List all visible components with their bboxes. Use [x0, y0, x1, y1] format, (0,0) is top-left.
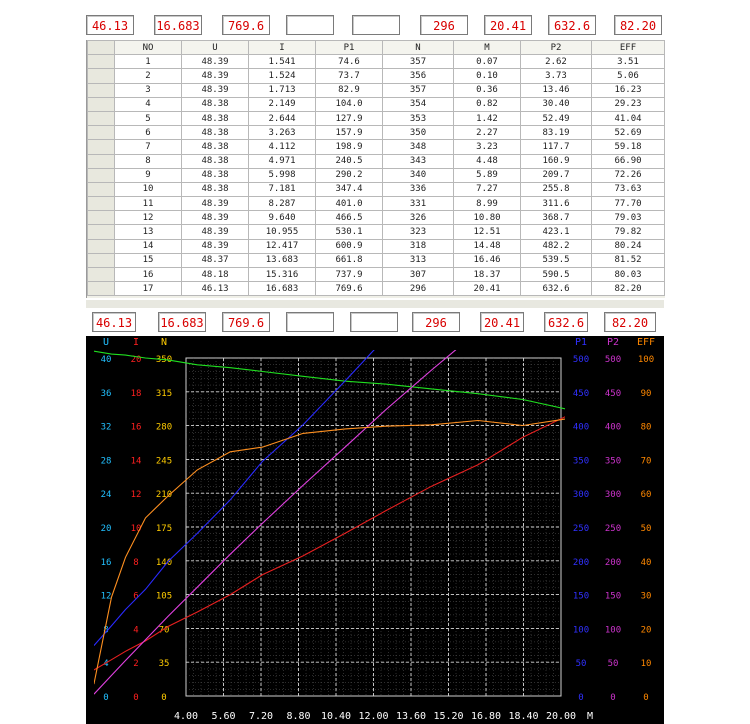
- cell-no: 5: [115, 111, 182, 125]
- tick-p1: 100: [572, 625, 590, 636]
- cell-n: 348: [383, 140, 454, 154]
- readout-p1: 769.6: [222, 15, 270, 35]
- cell-eff: 79.03: [592, 211, 665, 225]
- tick-u: 40: [100, 355, 112, 365]
- cell-p1: 104.0: [316, 97, 383, 111]
- cell-i: 12.417: [249, 239, 316, 253]
- row-header-cell[interactable]: [88, 197, 115, 211]
- tick-n: 280: [155, 422, 173, 433]
- table-row[interactable]: [88, 83, 665, 97]
- row-header-cell[interactable]: [88, 225, 115, 239]
- cell-n: 357: [383, 55, 454, 69]
- x-tick-label: 10.40: [320, 711, 352, 722]
- cell-n: 357: [383, 83, 454, 97]
- cell-eff: 5.06: [592, 69, 665, 83]
- cell-m: 2.27: [454, 126, 521, 140]
- cell-i: 15.316: [249, 268, 316, 282]
- row-header-cell[interactable]: [88, 97, 115, 111]
- cell-p2: 117.7: [521, 140, 592, 154]
- cell-n: 313: [383, 253, 454, 267]
- cell-n: 356: [383, 69, 454, 83]
- col-header-p1: P1: [316, 41, 383, 55]
- table-row[interactable]: [88, 225, 665, 239]
- table-row[interactable]: [88, 197, 665, 211]
- tick-u: 24: [100, 490, 112, 501]
- cell-m: 0.82: [454, 97, 521, 111]
- readout-m: 20.41: [484, 15, 532, 35]
- col-header-u: U: [182, 41, 249, 55]
- table-row[interactable]: [88, 97, 665, 111]
- chart-readout-n: 296: [412, 312, 460, 332]
- cell-eff: 82.20: [592, 282, 665, 296]
- cell-u: 48.38: [182, 182, 249, 196]
- table-row[interactable]: [88, 182, 665, 196]
- axis-header-p1: P1: [574, 337, 588, 348]
- tick-p1: 50: [575, 659, 587, 670]
- cell-u: 48.38: [182, 126, 249, 140]
- tick-n: 245: [155, 456, 173, 467]
- tick-i: 16: [130, 422, 142, 433]
- table-row[interactable]: [88, 69, 665, 83]
- tick-eff: 10: [640, 659, 652, 670]
- tick-p2: 250: [604, 524, 622, 534]
- cell-u: 48.38: [182, 140, 249, 154]
- tick-eff: 40: [640, 557, 652, 568]
- cell-n: 307: [383, 268, 454, 282]
- cell-no: 14: [115, 239, 182, 253]
- axis-header-i: I: [132, 337, 140, 348]
- x-tick-label: 8.80: [286, 711, 311, 722]
- cell-m: 1.42: [454, 111, 521, 125]
- chart-readout-p1: 769.6: [222, 312, 270, 332]
- tick-u: 12: [100, 591, 112, 602]
- tick-p1: 250: [572, 524, 590, 534]
- axis-header-n: N: [160, 337, 168, 348]
- cell-i: 2.644: [249, 111, 316, 125]
- cell-m: 12.51: [454, 225, 521, 239]
- tick-n: 175: [155, 524, 173, 534]
- tick-p1: 500: [572, 355, 590, 365]
- cell-u: 48.37: [182, 253, 249, 267]
- cell-p2: 255.8: [521, 182, 592, 196]
- cell-m: 14.48: [454, 239, 521, 253]
- cell-u: 48.39: [182, 225, 249, 239]
- cell-u: 48.38: [182, 168, 249, 182]
- cell-p2: 311.6: [521, 197, 592, 211]
- chart-readout-p2: 632.6: [544, 312, 588, 332]
- cell-u: 48.38: [182, 154, 249, 168]
- cell-i: 4.971: [249, 154, 316, 168]
- tick-n: 315: [155, 388, 173, 399]
- cell-i: 1.541: [249, 55, 316, 69]
- cell-m: 0.07: [454, 55, 521, 69]
- chart-readout-m: 20.41: [480, 312, 524, 332]
- col-header-eff: EFF: [592, 41, 665, 55]
- cell-n: 340: [383, 168, 454, 182]
- tick-i: 2: [133, 659, 139, 670]
- table-row[interactable]: [88, 168, 665, 182]
- table-row[interactable]: [88, 253, 665, 267]
- tick-eff: 100: [637, 355, 655, 365]
- cell-p1: 198.9: [316, 140, 383, 154]
- chart-readout-bar: [86, 312, 664, 334]
- cell-eff: 52.69: [592, 126, 665, 140]
- row-header-cell[interactable]: [88, 253, 115, 267]
- tick-p1: 150: [572, 591, 590, 602]
- tick-p2: 0: [610, 693, 616, 703]
- x-tick-label: 5.60: [211, 711, 236, 722]
- table-row[interactable]: [88, 211, 665, 225]
- tick-p2: 200: [604, 557, 622, 568]
- cell-i: 7.181: [249, 182, 316, 196]
- cell-u: 48.38: [182, 97, 249, 111]
- cell-eff: 66.90: [592, 154, 665, 168]
- cell-no: 3: [115, 83, 182, 97]
- tick-p2: 300: [604, 490, 622, 501]
- row-header-cell[interactable]: [88, 111, 115, 125]
- cell-no: 6: [115, 126, 182, 140]
- cell-no: 4: [115, 97, 182, 111]
- cell-no: 7: [115, 140, 182, 154]
- cell-i: 16.683: [249, 282, 316, 296]
- row-header-cell[interactable]: [88, 83, 115, 97]
- cell-p1: 661.8: [316, 253, 383, 267]
- tick-n: 105: [155, 591, 173, 602]
- cell-p1: 769.6: [316, 282, 383, 296]
- tick-i: 14: [130, 456, 142, 467]
- cell-u: 48.39: [182, 69, 249, 83]
- cell-eff: 16.23: [592, 83, 665, 97]
- row-header-cell[interactable]: [88, 140, 115, 154]
- cell-m: 7.27: [454, 182, 521, 196]
- top-readout-bar: [86, 15, 664, 37]
- axis-header-p2: P2: [606, 337, 620, 348]
- cell-no: 2: [115, 69, 182, 83]
- tick-u: 4: [103, 659, 109, 670]
- readout-blank-1: [286, 15, 334, 35]
- cell-eff: 72.26: [592, 168, 665, 182]
- tick-eff: 60: [640, 490, 652, 501]
- cell-i: 13.683: [249, 253, 316, 267]
- cell-p2: 482.2: [521, 239, 592, 253]
- tick-n: 0: [161, 693, 167, 703]
- row-header-cell[interactable]: [88, 211, 115, 225]
- tick-i: 20: [130, 355, 142, 365]
- cell-m: 4.48: [454, 154, 521, 168]
- x-tick-label: 15.20: [433, 711, 464, 722]
- table-row[interactable]: [88, 140, 665, 154]
- readout-n: 296: [420, 15, 468, 35]
- cell-p2: 52.49: [521, 111, 592, 125]
- cell-no: 11: [115, 197, 182, 211]
- tick-eff: 30: [640, 591, 652, 602]
- x-tick-label: 4.00: [173, 711, 199, 722]
- tick-n: 210: [155, 490, 173, 501]
- tick-n: 140: [155, 557, 173, 568]
- row-header-cell[interactable]: [88, 268, 115, 282]
- cell-no: 10: [115, 182, 182, 196]
- cell-eff: 80.03: [592, 268, 665, 282]
- cell-m: 0.10: [454, 69, 521, 83]
- table-row[interactable]: [88, 154, 665, 168]
- readout-p2: 632.6: [548, 15, 596, 35]
- row-header-cell[interactable]: [88, 282, 115, 296]
- tick-eff: 90: [640, 388, 652, 399]
- tick-u: 0: [103, 693, 109, 703]
- cell-n: 353: [383, 111, 454, 125]
- chart-readout-blank-1: [286, 312, 334, 332]
- cell-no: 9: [115, 168, 182, 182]
- cell-no: 1: [115, 55, 182, 69]
- cell-n: 354: [383, 97, 454, 111]
- cell-n: 326: [383, 211, 454, 225]
- cell-i: 9.640: [249, 211, 316, 225]
- tick-p1: 350: [572, 456, 590, 467]
- cell-m: 16.46: [454, 253, 521, 267]
- row-header-corner: [88, 41, 115, 55]
- cell-m: 8.99: [454, 197, 521, 211]
- cell-p2: 13.46: [521, 83, 592, 97]
- cell-u: 48.39: [182, 55, 249, 69]
- cell-u: 48.38: [182, 111, 249, 125]
- cell-p1: 74.6: [316, 55, 383, 69]
- cell-u: 48.39: [182, 239, 249, 253]
- cell-no: 15: [115, 253, 182, 267]
- tick-p1: 400: [572, 422, 590, 433]
- cell-eff: 80.24: [592, 239, 665, 253]
- cell-n: 350: [383, 126, 454, 140]
- cell-p1: 466.5: [316, 211, 383, 225]
- tick-n: 35: [158, 659, 170, 670]
- cell-p1: 73.7: [316, 69, 383, 83]
- tick-n: 70: [158, 625, 170, 636]
- tick-eff: 70: [640, 456, 652, 467]
- cell-eff: 81.52: [592, 253, 665, 267]
- performance-chart: [86, 336, 664, 724]
- cell-p1: 401.0: [316, 197, 383, 211]
- row-header-cell[interactable]: [88, 55, 115, 69]
- cell-eff: 59.18: [592, 140, 665, 154]
- cell-p1: 127.9: [316, 111, 383, 125]
- row-header-cell[interactable]: [88, 154, 115, 168]
- x-tick-label: 20.00: [545, 711, 577, 722]
- tick-n: 350: [155, 355, 173, 365]
- cell-p2: 209.7: [521, 168, 592, 182]
- cell-p2: 83.19: [521, 126, 592, 140]
- tick-u: 32: [100, 422, 112, 433]
- tick-i: 8: [133, 557, 139, 568]
- cell-p1: 600.9: [316, 239, 383, 253]
- cell-p1: 290.2: [316, 168, 383, 182]
- cell-i: 8.287: [249, 197, 316, 211]
- cell-i: 2.149: [249, 97, 316, 111]
- data-table-panel: [86, 40, 665, 298]
- cell-u: 46.13: [182, 282, 249, 296]
- tick-i: 12: [130, 490, 142, 501]
- tick-u: 16: [100, 557, 112, 568]
- readout-eff: 82.20: [614, 15, 662, 35]
- cell-eff: 41.04: [592, 111, 665, 125]
- tick-eff: 0: [643, 693, 649, 703]
- cell-p2: 30.40: [521, 97, 592, 111]
- chart-readout-u: 46.13: [92, 312, 136, 332]
- col-header-i: I: [249, 41, 316, 55]
- cell-i: 3.263: [249, 126, 316, 140]
- row-header-cell[interactable]: [88, 182, 115, 196]
- tick-p1: 300: [572, 490, 590, 501]
- cell-p1: 530.1: [316, 225, 383, 239]
- tick-u: 28: [100, 456, 112, 467]
- cell-p1: 737.9: [316, 268, 383, 282]
- cell-no: 13: [115, 225, 182, 239]
- cell-u: 48.18: [182, 268, 249, 282]
- cell-p2: 632.6: [521, 282, 592, 296]
- tick-p2: 100: [604, 625, 622, 636]
- tick-p1: 0: [578, 693, 584, 703]
- col-header-n: N: [383, 41, 454, 55]
- table-row[interactable]: [88, 282, 665, 296]
- col-header-m: M: [454, 41, 521, 55]
- axis-header-u: U: [102, 337, 110, 348]
- cell-no: 16: [115, 268, 182, 282]
- row-header-cell[interactable]: [88, 69, 115, 83]
- x-tick-label: 18.40: [508, 711, 539, 722]
- row-header-cell[interactable]: [88, 168, 115, 182]
- cell-i: 4.112: [249, 140, 316, 154]
- data-table: [87, 40, 665, 296]
- cell-eff: 3.51: [592, 55, 665, 69]
- cell-u: 48.39: [182, 83, 249, 97]
- cell-no: 12: [115, 211, 182, 225]
- table-row[interactable]: [88, 268, 665, 282]
- chart-panel: [86, 336, 664, 724]
- tick-p2: 500: [604, 355, 622, 365]
- tick-u: 36: [100, 388, 112, 399]
- tick-eff: 20: [640, 625, 652, 636]
- cell-eff: 79.82: [592, 225, 665, 239]
- cell-m: 0.36: [454, 83, 521, 97]
- cell-m: 18.37: [454, 268, 521, 282]
- cell-p2: 590.5: [521, 268, 592, 282]
- cell-i: 1.713: [249, 83, 316, 97]
- cell-p1: 240.5: [316, 154, 383, 168]
- tick-p1: 200: [572, 557, 590, 568]
- x-axis-label: M: [586, 711, 594, 722]
- tick-p2: 450: [604, 388, 622, 399]
- cell-i: 5.998: [249, 168, 316, 182]
- cell-m: 5.89: [454, 168, 521, 182]
- tick-i: 4: [133, 625, 139, 636]
- cell-p2: 423.1: [521, 225, 592, 239]
- table-body: [88, 55, 665, 296]
- tick-p2: 150: [604, 591, 622, 602]
- row-header-cell[interactable]: [88, 239, 115, 253]
- cell-p2: 539.5: [521, 253, 592, 267]
- col-header-p2: P2: [521, 41, 592, 55]
- cell-n: 331: [383, 197, 454, 211]
- col-header-no: NO: [115, 41, 182, 55]
- tick-p2: 50: [607, 659, 619, 670]
- tick-i: 0: [133, 693, 139, 703]
- cell-p2: 3.73: [521, 69, 592, 83]
- cell-p2: 160.9: [521, 154, 592, 168]
- cell-eff: 77.70: [592, 197, 665, 211]
- table-row[interactable]: [88, 55, 665, 69]
- readout-i: 16.683: [154, 15, 202, 35]
- tick-p2: 400: [604, 422, 622, 433]
- table-header-row: [88, 41, 665, 55]
- cell-u: 48.39: [182, 211, 249, 225]
- table-row[interactable]: [88, 239, 665, 253]
- cell-p2: 2.62: [521, 55, 592, 69]
- x-tick-label: 7.20: [248, 711, 274, 722]
- tick-i: 10: [130, 524, 142, 534]
- tick-u: 20: [100, 524, 112, 534]
- tick-p2: 350: [604, 456, 622, 467]
- chart-readout-blank-2: [350, 312, 398, 332]
- cell-m: 3.23: [454, 140, 521, 154]
- x-tick-label: 13.60: [395, 711, 427, 722]
- cell-i: 1.524: [249, 69, 316, 83]
- chart-readout-i: 16.683: [158, 312, 206, 332]
- cell-m: 10.80: [454, 211, 521, 225]
- cell-p1: 82.9: [316, 83, 383, 97]
- tick-eff: 50: [640, 524, 652, 534]
- cell-no: 17: [115, 282, 182, 296]
- tick-i: 6: [133, 591, 139, 602]
- cell-eff: 73.63: [592, 182, 665, 196]
- tick-p1: 450: [572, 388, 590, 399]
- readout-u: 46.13: [86, 15, 134, 35]
- chart-readout-eff: 82.20: [604, 312, 656, 332]
- axis-header-eff: EFF: [636, 337, 656, 348]
- tick-u: 8: [103, 625, 109, 636]
- tick-eff: 80: [640, 422, 652, 433]
- cell-eff: 29.23: [592, 97, 665, 111]
- cell-m: 20.41: [454, 282, 521, 296]
- cell-p2: 368.7: [521, 211, 592, 225]
- table-row[interactable]: [88, 126, 665, 140]
- readout-blank-2: [352, 15, 400, 35]
- table-row[interactable]: [88, 111, 665, 125]
- tick-i: 18: [130, 388, 142, 399]
- cell-i: 10.955: [249, 225, 316, 239]
- cell-n: 343: [383, 154, 454, 168]
- x-tick-label: 12.00: [358, 711, 389, 722]
- row-header-cell[interactable]: [88, 126, 115, 140]
- cell-no: 8: [115, 154, 182, 168]
- cell-n: 296: [383, 282, 454, 296]
- panel-divider: [86, 300, 664, 308]
- cell-p1: 157.9: [316, 126, 383, 140]
- cell-p1: 347.4: [316, 182, 383, 196]
- cell-u: 48.39: [182, 197, 249, 211]
- cell-n: 318: [383, 239, 454, 253]
- x-tick-label: 16.80: [470, 711, 502, 722]
- cell-n: 323: [383, 225, 454, 239]
- cell-n: 336: [383, 182, 454, 196]
